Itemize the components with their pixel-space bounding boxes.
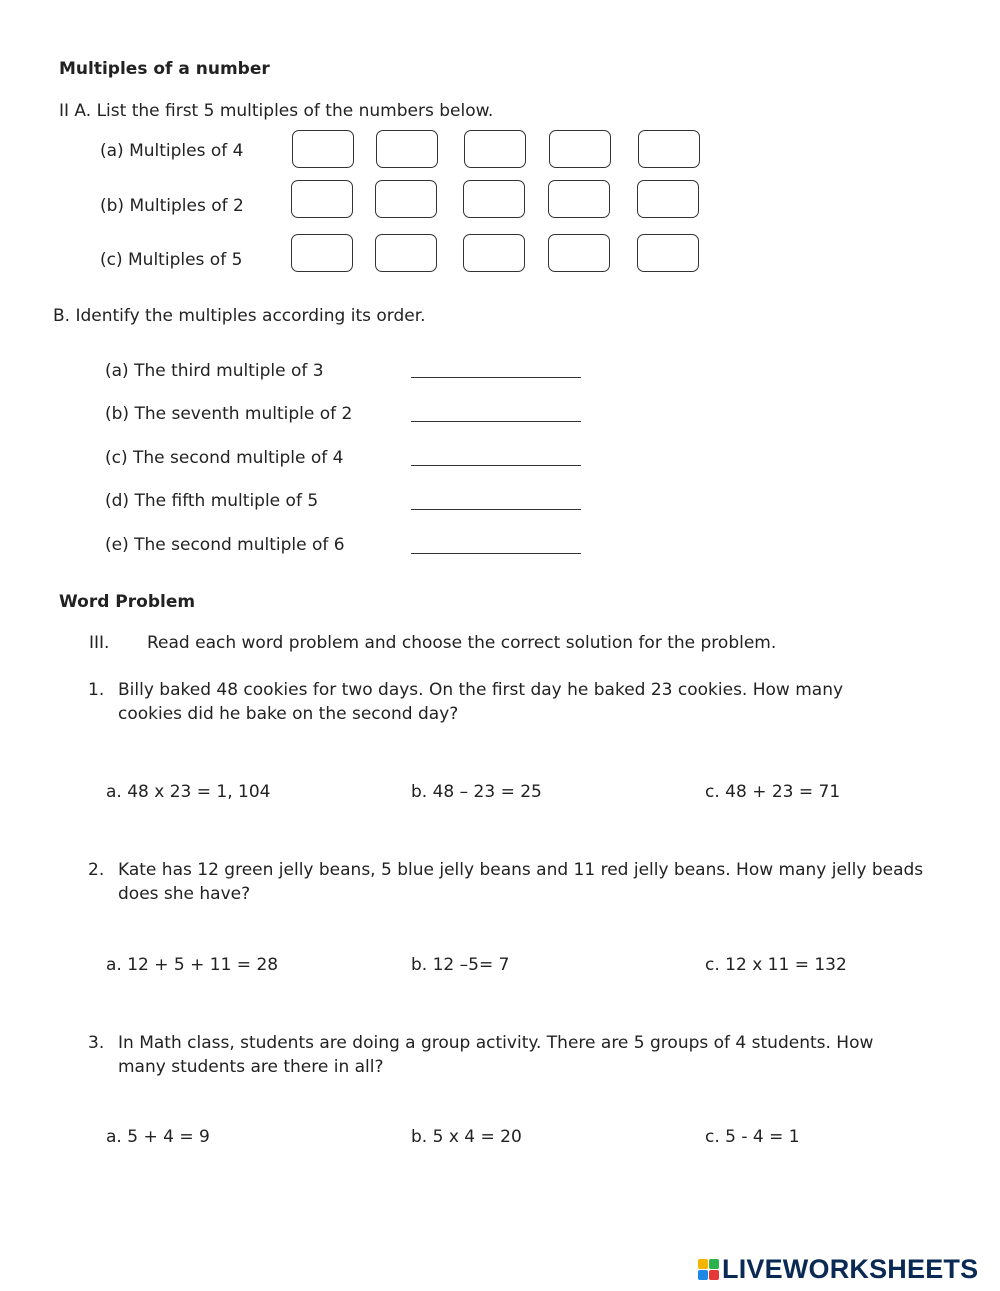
- part-b-instruction: B. Identify the multiples according its order.: [53, 306, 426, 326]
- logo-tile: [709, 1259, 719, 1269]
- answer-box[interactable]: [549, 130, 611, 168]
- problem-text-line: In Math class, students are doing a group activity. There are 5 groups of 4 students. How: [118, 1033, 874, 1053]
- choice-b[interactable]: b. 48 – 23 = 25: [411, 782, 542, 802]
- item-label: (c) The second multiple of 4: [105, 448, 344, 468]
- answer-blank[interactable]: [411, 553, 581, 554]
- answer-box[interactable]: [637, 180, 699, 218]
- answer-box[interactable]: [464, 130, 526, 168]
- row-label-multiples-of-2: (b) Multiples of 2: [100, 196, 244, 216]
- problem-text-line: Kate has 12 green jelly beans, 5 blue jelly beans and 11 red jelly beans. How many jelly beads: [118, 860, 924, 880]
- answer-box[interactable]: [637, 234, 699, 272]
- choice-c[interactable]: c. 12 x 11 = 132: [705, 955, 847, 975]
- answer-blank[interactable]: [411, 377, 581, 378]
- word-problem-instruction: Read each word problem and choose the correct solution for the problem.: [147, 633, 777, 653]
- choice-a[interactable]: a. 12 + 5 + 11 = 28: [106, 955, 279, 975]
- logo-tiles-icon: [698, 1259, 719, 1280]
- row-label-multiples-of-5: (c) Multiples of 5: [100, 250, 243, 270]
- section-title-multiples: Multiples of a number: [59, 59, 270, 79]
- answer-box[interactable]: [375, 180, 437, 218]
- choice-c[interactable]: c. 48 + 23 = 71: [705, 782, 841, 802]
- logo-tile: [709, 1270, 719, 1280]
- logo-text: LIVEWORKSHEETS: [722, 1254, 979, 1284]
- item-label: (b) The seventh multiple of 2: [105, 404, 353, 424]
- answer-box[interactable]: [291, 180, 353, 218]
- answer-blank[interactable]: [411, 509, 581, 510]
- choice-b[interactable]: b. 5 x 4 = 20: [411, 1127, 522, 1147]
- answer-box[interactable]: [638, 130, 700, 168]
- problem-number: 3.: [88, 1033, 105, 1053]
- problem-number: 1.: [88, 680, 105, 700]
- answer-box[interactable]: [292, 130, 354, 168]
- problem-text-line: cookies did he bake on the second day?: [118, 704, 459, 724]
- problem-text-line: does she have?: [118, 884, 251, 904]
- problem-text-line: Billy baked 48 cookies for two days. On the first day he baked 23 cookies. How many: [118, 680, 844, 700]
- roman-numeral: III.: [89, 633, 110, 653]
- answer-box[interactable]: [548, 180, 610, 218]
- row-label-multiples-of-4: (a) Multiples of 4: [100, 141, 244, 161]
- item-label: (e) The second multiple of 6: [105, 535, 345, 555]
- choice-a[interactable]: a. 48 x 23 = 1, 104: [106, 782, 271, 802]
- choice-a[interactable]: a. 5 + 4 = 9: [106, 1127, 210, 1147]
- problem-number: 2.: [88, 860, 105, 880]
- logo-tile: [698, 1259, 708, 1269]
- answer-box[interactable]: [375, 234, 437, 272]
- answer-box[interactable]: [463, 180, 525, 218]
- logo-tile: [698, 1270, 708, 1280]
- liveworksheets-logo: [698, 1256, 978, 1283]
- item-label: (a) The third multiple of 3: [105, 361, 324, 381]
- answer-blank[interactable]: [411, 465, 581, 466]
- choice-c[interactable]: c. 5 - 4 = 1: [705, 1127, 800, 1147]
- answer-box[interactable]: [376, 130, 438, 168]
- answer-box[interactable]: [463, 234, 525, 272]
- section-title-word-problem: Word Problem: [59, 592, 196, 612]
- choice-b[interactable]: b. 12 –5= 7: [411, 955, 510, 975]
- answer-blank[interactable]: [411, 421, 581, 422]
- answer-box[interactable]: [548, 234, 610, 272]
- item-label: (d) The fifth multiple of 5: [105, 491, 319, 511]
- problem-text-line: many students are there in all?: [118, 1057, 384, 1077]
- part-a-instruction: II A. List the first 5 multiples of the numbers below.: [59, 101, 494, 121]
- answer-box[interactable]: [291, 234, 353, 272]
